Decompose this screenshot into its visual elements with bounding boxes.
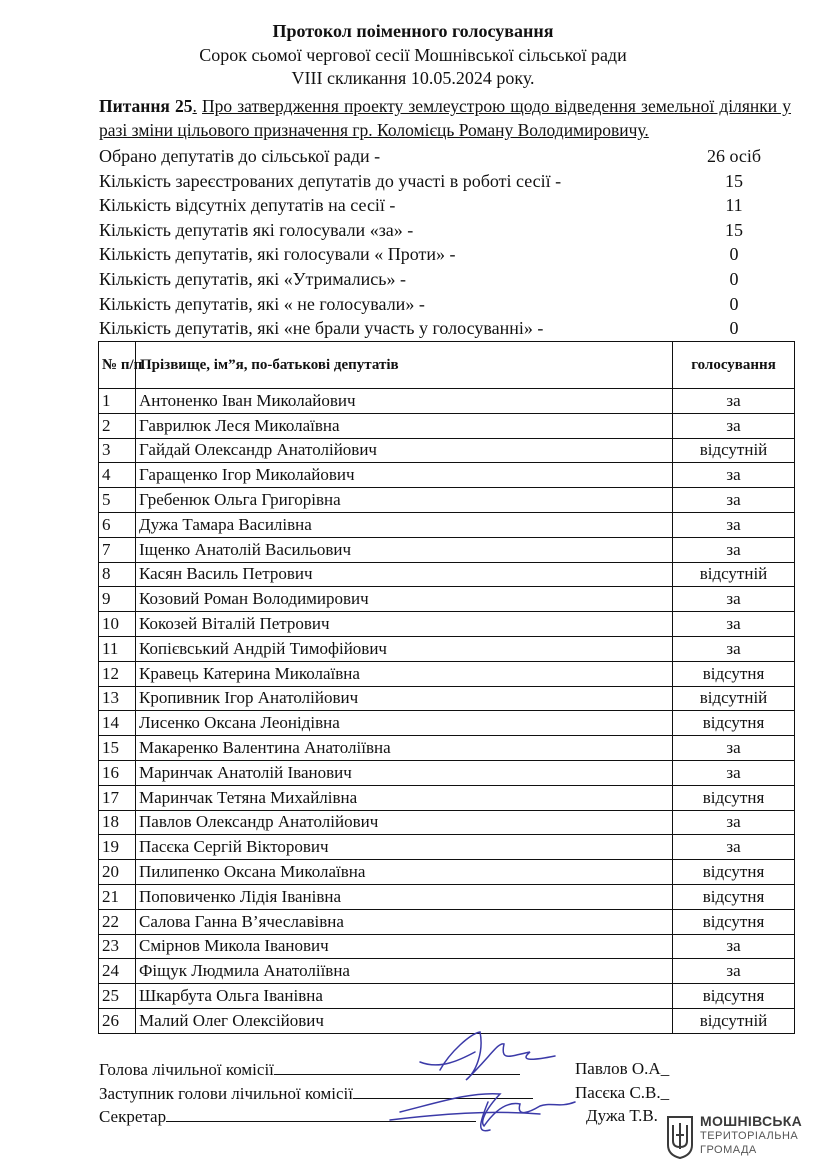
table-row (99, 785, 795, 810)
row-number: 5 (99, 488, 136, 513)
vote-result: за (673, 934, 795, 959)
deputy-name: Шкарбута Ольга Іванівна (136, 984, 673, 1009)
deputy-name: Кравець Катерина Миколаївна (136, 661, 673, 686)
deputy-name: Козовий Роман Володимирович (136, 587, 673, 612)
vote-result: за (673, 612, 795, 637)
stat-line (99, 194, 799, 216)
deputy-name: Гайдай Олександр Анатолійович (136, 438, 673, 463)
table-row (99, 934, 795, 959)
row-number: 7 (99, 537, 136, 562)
row-number: 21 (99, 884, 136, 909)
vote-result: за (673, 810, 795, 835)
handwritten-signatures (380, 1022, 580, 1152)
deputy-name: Гаращенко Ігор Миколайович (136, 463, 673, 488)
table-row (99, 909, 795, 934)
vote-result: за (673, 463, 795, 488)
deputy-name: Пасєка С.В._ (575, 1083, 670, 1102)
table-row (99, 587, 795, 612)
row-number: 10 (99, 612, 136, 637)
row-number: 9 (99, 587, 136, 612)
deputy-name: Маринчак Тетяна Михайлівна (136, 785, 673, 810)
deputy-name: Кропивник Ігор Анатолійович (136, 686, 673, 711)
stat-label: Кількість депутатів які голосували «за» - (99, 219, 414, 240)
row-number: 15 (99, 736, 136, 761)
question-text: Про затвердження проекту землеустрою щодо відведення земельної ділянки у разі зміни цільового призначення гр. Коломієць Роману Володимировичу. (99, 96, 792, 140)
vote-result: відсутня (673, 884, 795, 909)
logo-line-3: ГРОМАДА (700, 1144, 757, 1156)
row-number: 20 (99, 860, 136, 885)
secretary-name: Дужа Т.В. (586, 1106, 658, 1125)
table-row (99, 438, 795, 463)
secretary-label: Секретар (99, 1107, 167, 1126)
row-number: 17 (99, 785, 136, 810)
row-number: 8 (99, 562, 136, 587)
session-line: VIII скликання 10.05.2024 року. (291, 68, 535, 88)
community-logo (666, 1113, 816, 1163)
vote-result: відсутня (673, 984, 795, 1009)
table-row (99, 463, 795, 488)
stat-value: 15 (725, 219, 743, 240)
row-number: 24 (99, 959, 136, 984)
logo-line-2: ТЕРИТОРІАЛЬНА (700, 1130, 799, 1142)
stat-label: Обрано депутатів до сільської ради - (99, 146, 381, 166)
table-body (99, 389, 795, 1034)
stat-value: 15 (725, 170, 743, 191)
vote-result: відсутня (673, 909, 795, 934)
deputy-label: Заступник голови лічильної комісії (99, 1084, 354, 1103)
stat-label: Кількість депутатів, які «не брали участь у голосуванні» - (99, 318, 544, 339)
table-row (99, 711, 795, 736)
deputy-name: Макаренко Валентина Анатоліївна (136, 736, 673, 761)
stat-line (99, 268, 799, 290)
deputy-name: Поповиченко Лідія Іванівна (136, 884, 673, 909)
table-row (99, 612, 795, 637)
vote-result: відсутня (673, 661, 795, 686)
deputy-name: Маринчак Анатолій Іванович (136, 760, 673, 785)
table-row (99, 835, 795, 860)
table-row (99, 488, 795, 513)
table-row (99, 636, 795, 661)
vote-result: відсутня (673, 711, 795, 736)
table-row (99, 686, 795, 711)
chair-name: Павлов О.А_ (575, 1059, 670, 1078)
column-header-vote: голосування (673, 342, 795, 389)
vote-result: за (673, 760, 795, 785)
deputy-name: Пасєка Сергій Вікторович (136, 835, 673, 860)
stat-line (99, 293, 799, 315)
row-number: 25 (99, 984, 136, 1009)
stat-label: Кількість відсутніх депутатів на сесії - (99, 195, 396, 216)
stat-label: Кількість депутатів, які « не голосували» - (99, 293, 425, 314)
column-header-number: № п/п (99, 342, 136, 389)
vote-result: відсутній (673, 686, 795, 711)
table-row (99, 959, 795, 984)
row-number: 1 (99, 389, 136, 414)
stat-value: 0 (729, 269, 739, 289)
vote-result: відсутній (673, 562, 795, 587)
vote-result: за (673, 736, 795, 761)
deputy-name: Касян Василь Петрович (136, 562, 673, 587)
stat-label: Кількість депутатів, які голосували « Проти» - (99, 244, 456, 265)
table-row (99, 810, 795, 835)
table-row (99, 413, 795, 438)
vote-result: відсутній (673, 438, 795, 463)
table-row (99, 736, 795, 761)
table-row (99, 984, 795, 1009)
table-header-row (99, 342, 795, 389)
deputy-name: Гребенюк Ольга Григорівна (136, 488, 673, 513)
vote-result: за (673, 512, 795, 537)
row-number: 12 (99, 661, 136, 686)
vote-result: за (673, 587, 795, 612)
vote-result: відсутній (673, 1008, 795, 1033)
row-number: 18 (99, 810, 136, 835)
agenda-question (99, 94, 791, 142)
row-number: 4 (99, 463, 136, 488)
vote-result: за (673, 835, 795, 860)
chair-label: Голова лічильної комісії (99, 1060, 274, 1079)
vote-result: за (673, 389, 795, 414)
row-number: 22 (99, 909, 136, 934)
stat-line (99, 145, 799, 167)
question-label: Питання 25 (99, 96, 193, 116)
row-number: 26 (99, 1008, 136, 1033)
table-row (99, 884, 795, 909)
table-row (99, 537, 795, 562)
stat-value: 26 осіб (706, 146, 762, 166)
table-row (99, 562, 795, 587)
deputy-name: Павлов Олександр Анатолійович (136, 810, 673, 835)
vote-result: за (673, 959, 795, 984)
stat-value: 0 (729, 293, 739, 314)
vote-result: за (673, 537, 795, 562)
deputy-name: Гаврилюк Леся Миколаївна (136, 413, 673, 438)
vote-result: за (673, 636, 795, 661)
row-number: 23 (99, 934, 136, 959)
stat-label: Кількість зареєстрованих депутатів до участі в роботі сесії - (99, 170, 562, 191)
question-dot: . (192, 96, 197, 116)
row-number: 11 (99, 636, 136, 661)
table-row (99, 760, 795, 785)
stat-label: Кількість депутатів, які «Утримались» - (99, 269, 406, 289)
table-row (99, 389, 795, 414)
deputy-name: Пилипенко Оксана Миколаївна (136, 860, 673, 885)
stat-line (99, 317, 799, 339)
deputy-name: Кокозей Віталій Петрович (136, 612, 673, 637)
stat-line (99, 243, 799, 265)
row-number: 19 (99, 835, 136, 860)
row-number: 16 (99, 760, 136, 785)
row-number: 6 (99, 512, 136, 537)
deputy-name: Іщенко Анатолій Васильович (136, 537, 673, 562)
deputy-name: Малий Олег Олексійович (136, 1008, 673, 1033)
table-row (99, 512, 795, 537)
row-number: 14 (99, 711, 136, 736)
stat-line (99, 219, 799, 241)
stat-value: 11 (725, 195, 743, 216)
vote-result: за (673, 488, 795, 513)
stat-line (99, 170, 799, 192)
deputy-name: Смірнов Микола Іванович (136, 934, 673, 959)
row-number: 13 (99, 686, 136, 711)
deputy-name: Дужа Тамара Василівна (136, 512, 673, 537)
column-header-name: Прізвище, ім”я, по-батькові депутатів (136, 342, 673, 389)
logo-line-1: МОШНІВСЬКА (700, 1113, 803, 1129)
row-number: 2 (99, 413, 136, 438)
table-row (99, 661, 795, 686)
roll-call-table (98, 341, 795, 1034)
deputy-name: Фіщук Людмила Анатоліївна (136, 959, 673, 984)
vote-result: відсутня (673, 785, 795, 810)
vote-result: відсутня (673, 860, 795, 885)
trident-emblem-icon (666, 1115, 694, 1159)
vote-result: за (673, 413, 795, 438)
deputy-name: Салова Ганна В’ячеславівна (136, 909, 673, 934)
table-row (99, 860, 795, 885)
deputy-name: Антоненко Іван Миколайович (136, 389, 673, 414)
document-subtitle: Сорок сьомої чергової сесії Мошнівської сільської ради (199, 45, 627, 65)
stat-value: 0 (729, 318, 739, 339)
row-number: 3 (99, 438, 136, 463)
stat-value: 0 (729, 244, 739, 265)
deputy-name: Копієвський Андрій Тимофійович (136, 636, 673, 661)
deputy-name: Лисенко Оксана Леонідівна (136, 711, 673, 736)
document-title: Протокол поіменного голосування (272, 21, 554, 41)
